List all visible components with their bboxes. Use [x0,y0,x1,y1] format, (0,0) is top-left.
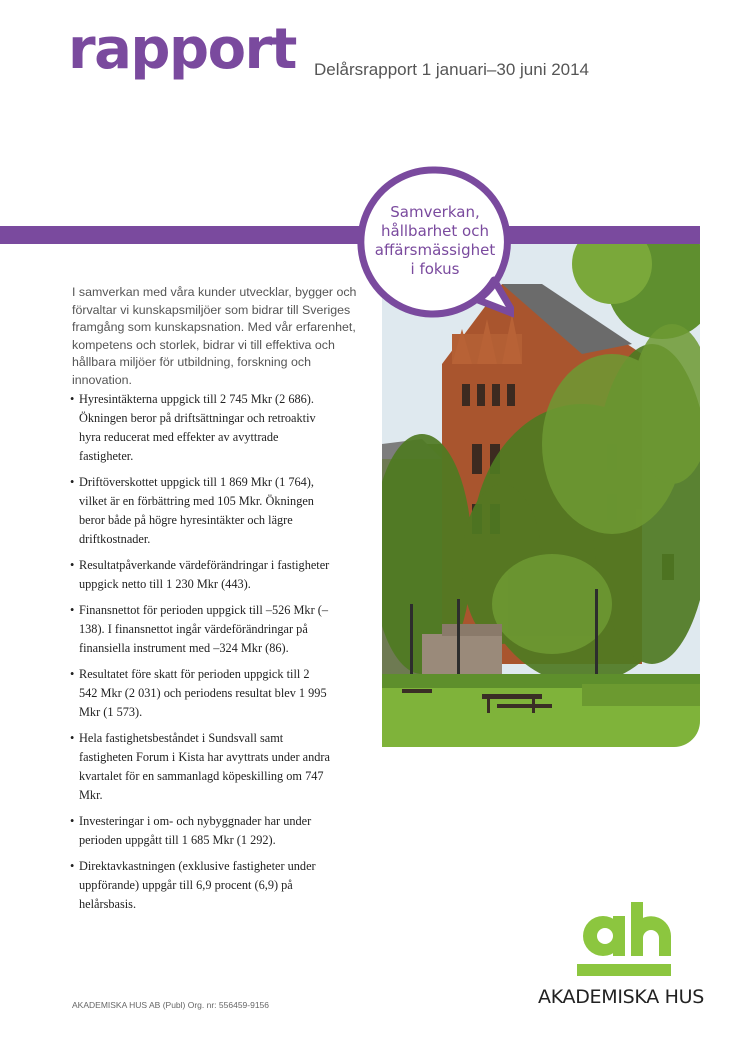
list-item: • Finansnettot för perioden uppgick till –526 Mkr (–138). I finansnettot ingår värdeförändringar på finansiella instrument med –324 Mkr (86). [70,601,330,658]
list-item: • Resultatet före skatt för perioden uppgick till 2 542 Mkr (2 031) och periodens resultat blev 1 995 Mkr (1 573). [70,665,330,722]
akademiska-hus-logo-icon [575,902,675,980]
purple-band [0,226,700,244]
list-item: • Resultatpåverkande värdeförändringar i fastigheter uppgick netto till 1 230 Mkr (443). [70,556,330,594]
callout-line: Samverkan, [390,203,480,221]
list-item: • Hyresintäkterna uppgick till 2 745 Mkr (2 686). Ökningen beror på driftsättningar och retroaktiv hyra reducerat med effekter av avyttrade fastigheter. [70,390,330,466]
callout-line: hållbarhet och [381,222,489,240]
report-title: rapport [68,17,296,82]
highlights-list [70,390,330,921]
report-subtitle: Delårsrapport 1 januari–30 juni 2014 [314,60,590,79]
list-item: • Direktavkastningen (exklusive fastigheter under uppförande) uppgår till 6,9 procent (6,9) på helårsbasis. [70,857,330,914]
callout-line: affärsmässighet [374,241,496,259]
callout-line: i fokus [410,260,460,278]
list-item: • Investeringar i om- och nybyggnader har under perioden uppgått till 1 685 Mkr (1 292). [70,812,330,850]
footer-org-info: AKADEMISKA HUS AB (Publ) Org. nr: 556459-9156 [72,1000,270,1010]
list-item: • Hela fastighetsbeståndet i Sundsvall samt fastigheten Forum i Kista har avyttrats under andra kvartalet för en sammanlagd köpeskilling om 747 Mkr. [70,729,330,805]
logo-wordmark: AKADEMISKA HUS [538,986,705,1008]
list-item: • Driftöverskottet uppgick till 1 869 Mkr (1 764), vilket är en förbättring med 105 Mkr. Ökningen beror både på högre hyresintäkter och lägre driftkostnader. [70,473,330,549]
intro-paragraph: I samverkan med våra kunder utvecklar, bygger och förvaltar vi kunskapsmiljöer som bidrar till Sveriges framgång som kunskapsnation. Med vår erfarenhet, kompetens och storlek, bidrar vi till effektiva och hållbara miljöer för utbildning, forskning och innovation. [72,285,357,387]
callout-text [360,203,510,279]
